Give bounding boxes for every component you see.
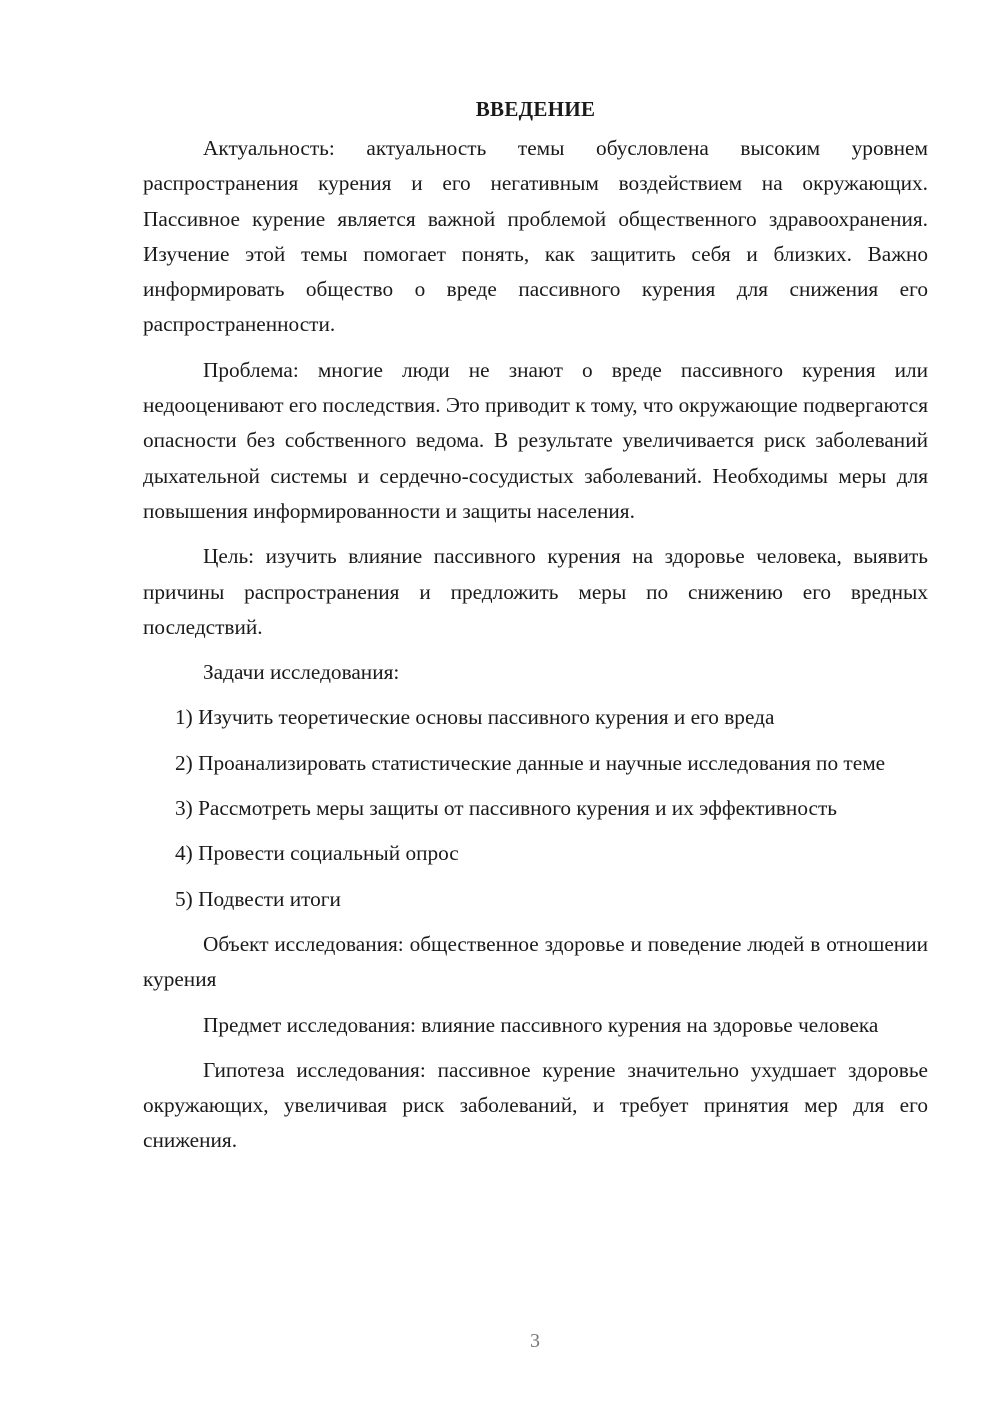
document-body	[143, 92, 928, 1169]
page-number: 3	[530, 1330, 540, 1352]
paragraph-relevance: Актуальность: актуальность темы обусловлена высоким уровнем распространения курения и его негативным воздействием на окружающих. Пассивное курение является важной проблемой общественного здравоохранения. Изучение этой темы помогает понять, как защитить себя и близких. Важно информировать общество о вреде пассивного курения для снижения его распространенности.	[143, 136, 928, 337]
paragraph-hypothesis: Гипотеза исследования: пассивное курение значительно ухудшает здоровье окружающих, увеличивая риск заболеваний, и требует принятия мер для его снижения.	[143, 1057, 928, 1153]
task-item-5: 5) Подвести итоги	[175, 886, 341, 911]
page-title: ВВЕДЕНИЕ	[475, 97, 596, 121]
paragraph-goal: Цель: изучить влияние пассивного курения на здоровье человека, выявить причины распространения и предложить меры по снижению его вредных последствий.	[143, 544, 928, 639]
paragraph-problem: Проблема: многие люди не знают о вреде пассивного курения или недооценивают его последствия. Это приводит к тому, что окружающие подвергаются опасности без собственного ведома. В результате увеличивается риск заболеваний дыхательной системы и сердечно-сосудистых заболеваний. Необходимы меры для повышения информированности и защиты населения.	[143, 357, 928, 523]
task-item-4: 4) Провести социальный опрос	[175, 841, 459, 866]
paragraph-subject: Предмет исследования: влияние пассивного курения на здоровье человека	[203, 1012, 879, 1037]
task-item-2: 2) Проанализировать статистические данные и научные исследования по теме	[175, 750, 886, 775]
paragraph-object: Объект исследования: общественное здоровье и поведение людей в отношении курения	[143, 931, 928, 992]
task-item-1: 1) Изучить теоретические основы пассивного курения и его вреда	[175, 705, 775, 730]
task-item-3: 3) Рассмотреть меры защиты от пассивного курения и их эффективность	[175, 796, 837, 821]
paragraph-tasks-title: Задачи исследования:	[203, 660, 400, 685]
